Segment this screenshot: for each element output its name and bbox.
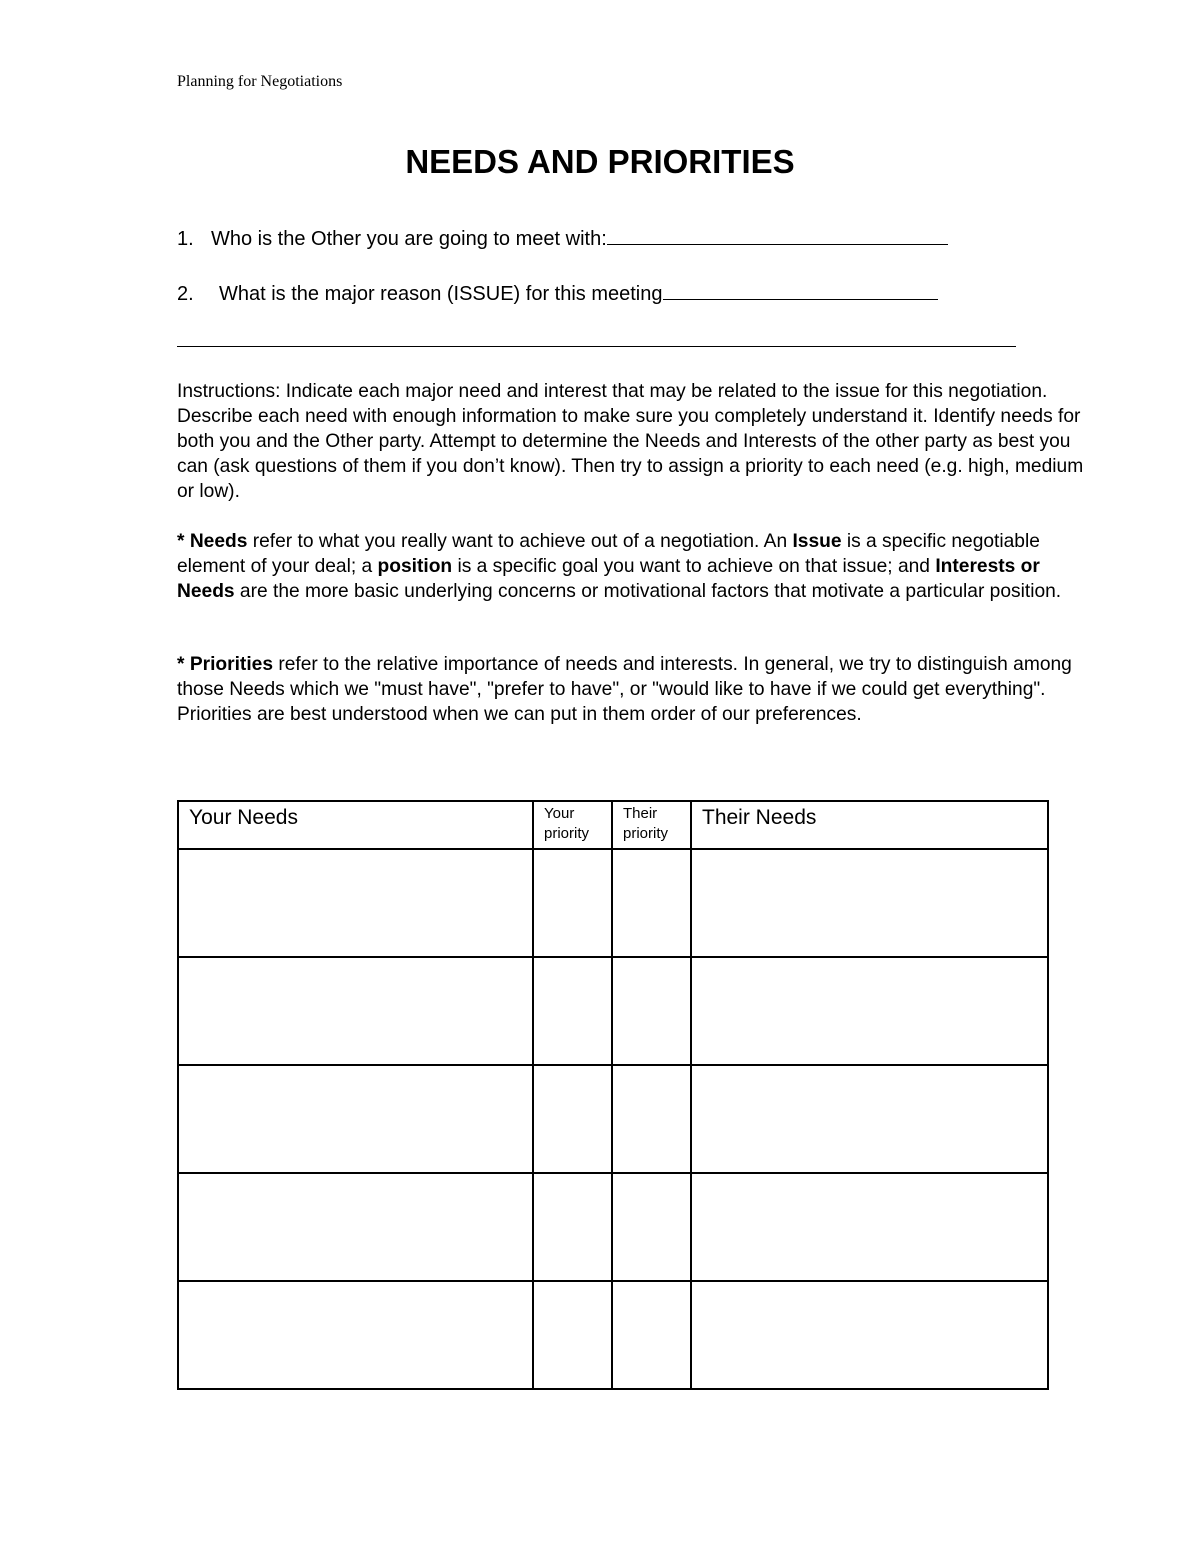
their-priority-cell[interactable]: [612, 849, 691, 957]
table-row: [178, 1065, 1048, 1173]
question-2-text: What is the major reason (ISSUE) for this meeting: [219, 283, 663, 305]
your-needs-cell[interactable]: [178, 1173, 533, 1281]
table-row: [178, 1173, 1048, 1281]
header-their-priority-line2: priority: [623, 825, 669, 842]
running-header: Planning for Negotiations: [177, 73, 343, 90]
priorities-term: Priorities: [189, 654, 273, 675]
your-priority-cell[interactable]: [533, 1173, 612, 1281]
header-your-priority-line2: priority: [544, 825, 590, 842]
their-priority-cell[interactable]: [612, 1173, 691, 1281]
needs-term: Needs: [189, 531, 248, 552]
your-priority-cell[interactable]: [533, 849, 612, 957]
interests-term: Interests or Needs: [177, 556, 1040, 602]
question-2-answer-line[interactable]: [663, 281, 938, 300]
priorities-star: *: [177, 654, 185, 675]
needs-star: *: [177, 531, 185, 552]
needs-priorities-table: [177, 800, 1049, 1390]
page-title: NEEDS AND PRIORITIES: [405, 143, 795, 180]
their-needs-cell[interactable]: [691, 849, 1048, 957]
your-priority-cell[interactable]: [533, 957, 612, 1065]
their-needs-cell[interactable]: [691, 957, 1048, 1065]
table-row: [178, 849, 1048, 957]
position-term: position: [377, 556, 453, 577]
question-1-answer-line[interactable]: [607, 226, 948, 245]
table-header-row: [178, 801, 1048, 849]
your-needs-cell[interactable]: [178, 1281, 533, 1389]
your-needs-cell[interactable]: [178, 1065, 533, 1173]
header-your-needs: Your Needs: [178, 801, 533, 849]
needs-text-3: is a specific goal you want to achieve on that issue; and: [452, 556, 936, 577]
question-2: [177, 281, 938, 306]
needs-text-4: are the more basic underlying concerns or motivational factors that motivate a particular position.: [234, 581, 1062, 602]
question-1-text: Who is the Other you are going to meet with:: [211, 228, 607, 250]
your-priority-cell[interactable]: [533, 1281, 612, 1389]
their-priority-cell[interactable]: [612, 957, 691, 1065]
table-row: [178, 957, 1048, 1065]
question-2-continuation-line[interactable]: [177, 346, 1016, 347]
priorities-definition-paragraph: [177, 652, 1097, 727]
header-your-priority-line1: Your: [544, 805, 575, 822]
table-row: [178, 1281, 1048, 1389]
their-priority-cell[interactable]: [612, 1065, 691, 1173]
priorities-text-1: refer to the relative importance of needs and interests. In general, we try to distinguish among those Needs which we "must have", "prefer to have", or "would like to have if we could get everything". Priorities are best understood when we can put in them order of our preferences.: [177, 654, 1072, 725]
their-priority-cell[interactable]: [612, 1281, 691, 1389]
their-needs-cell[interactable]: [691, 1173, 1048, 1281]
header-their-priority-line1: Their: [623, 805, 658, 822]
question-2-number: 2.: [177, 283, 194, 305]
your-priority-cell[interactable]: [533, 1065, 612, 1173]
their-needs-cell[interactable]: [691, 1281, 1048, 1389]
header-their-needs: Their Needs: [691, 801, 1048, 849]
question-1-number: 1.: [177, 228, 194, 250]
header-your-priority: [533, 801, 612, 849]
your-needs-cell[interactable]: [178, 957, 533, 1065]
your-needs-cell[interactable]: [178, 849, 533, 957]
needs-text-1: refer to what you really want to achieve out of a negotiation. An: [247, 531, 793, 552]
question-1: [177, 226, 948, 251]
their-needs-cell[interactable]: [691, 1065, 1048, 1173]
needs-text-2: is a specific negotiable element of your deal; a: [177, 531, 1040, 577]
instructions-paragraph: Instructions: Indicate each major need and interest that may be related to the issue for this negotiation. Describe each need with enough information to make sure you completely understand it. Identify needs for both you and the Other party. Attempt to determine the Needs and Interests of the other party as best you can (ask questions of them if you don’t know). Then try to assign a priority to each need (e.g. high, medium or low).: [177, 381, 1084, 502]
header-their-priority: [612, 801, 691, 849]
needs-definition-paragraph: [177, 529, 1097, 604]
issue-term: Issue: [792, 531, 842, 552]
